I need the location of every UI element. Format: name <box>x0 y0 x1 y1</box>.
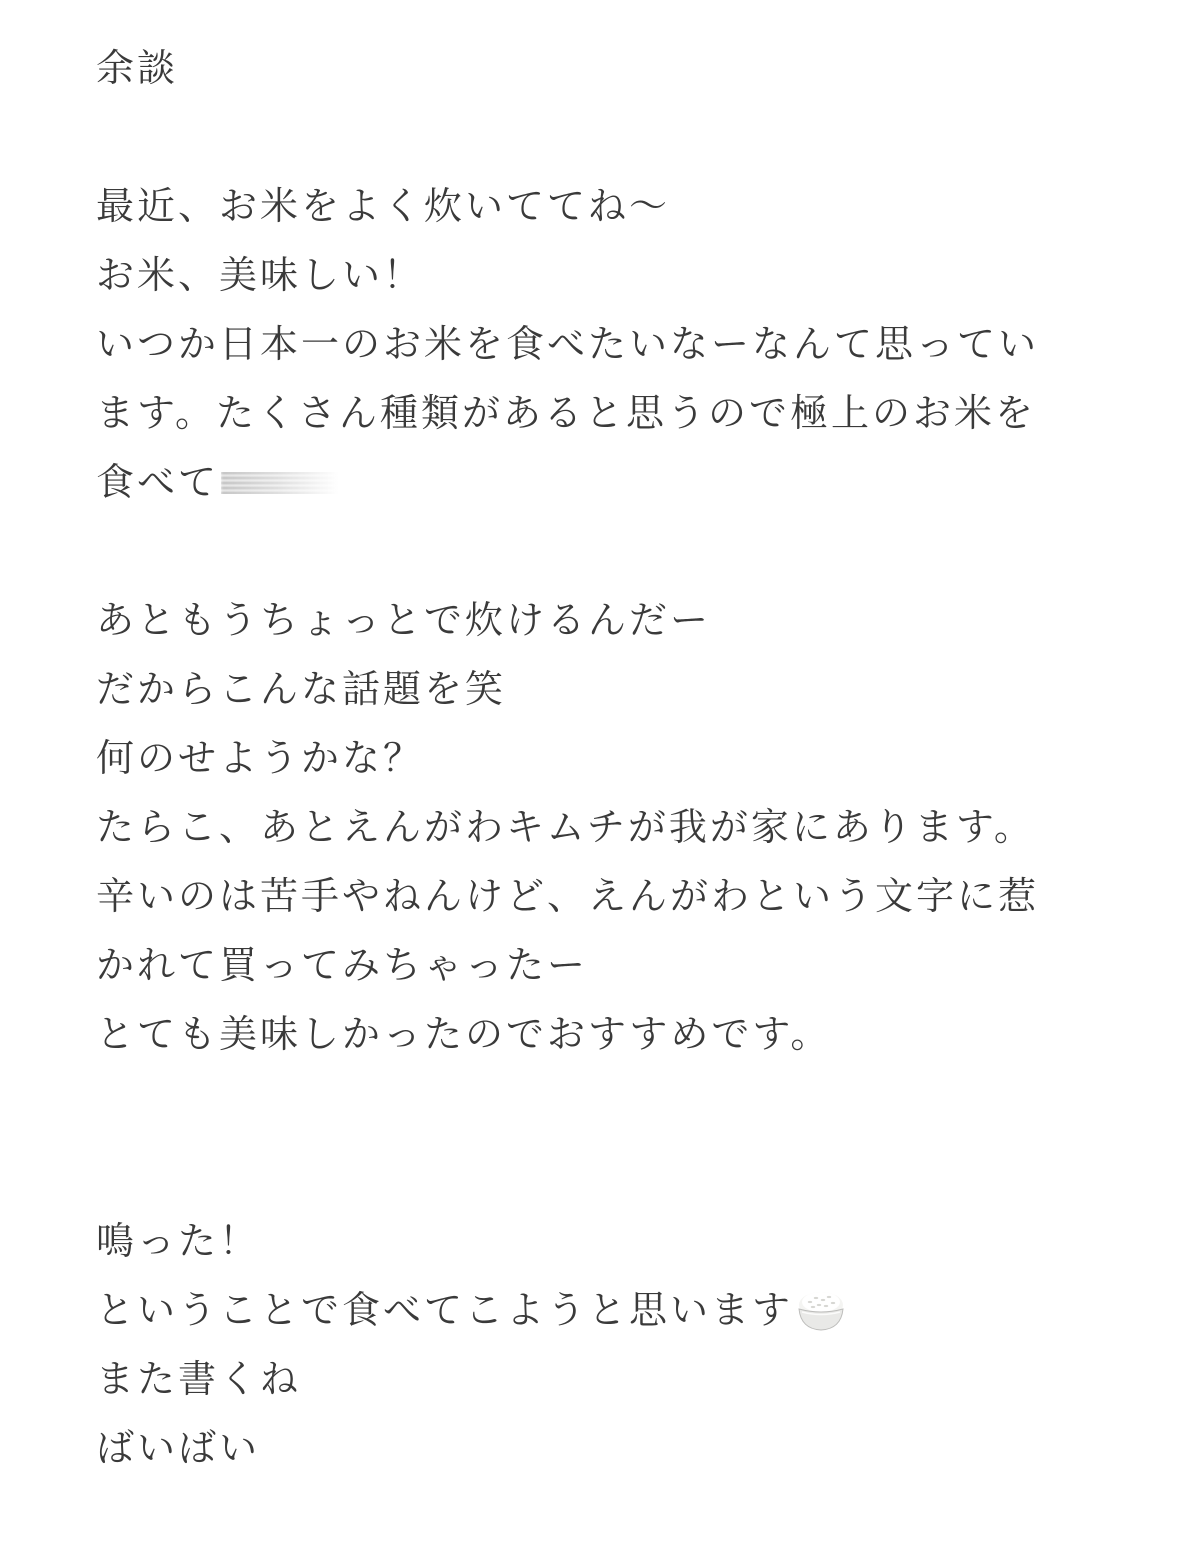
text-line: あともうちょっとで炊けるんだー <box>96 598 712 642</box>
text-line: たらこ、あとえんがわキムチが我が家にあります。 <box>96 805 1035 849</box>
section-heading: 余談 <box>96 46 179 90</box>
text-fragment: 食べて <box>96 460 220 504</box>
text-line: 最近、お米をよく炊いててね〜 <box>96 184 671 228</box>
text-line: だからこんな話題を笑 <box>96 667 507 711</box>
text-line: お米、美味しい！ <box>96 253 425 297</box>
text-line: ばいばい <box>96 1426 261 1470</box>
text-line: 鳴った！ <box>96 1219 261 1263</box>
text-line-with-emoji <box>96 1287 847 1337</box>
text-line: かれて買ってみちゃったー <box>96 943 589 987</box>
text-line: ます。たくさん種類があると思うので極上のお米を <box>96 391 1036 435</box>
text-line: 辛いのは苦手やねんけど、えんがわという文字に惹 <box>96 874 1040 918</box>
rice-bowl-icon <box>795 1285 847 1333</box>
text-line: いつか日本一のお米を食べたいなーなんて思ってい <box>96 322 1040 366</box>
text-line: また書くね <box>96 1357 302 1401</box>
text-line: とても美味しかったのでおすすめです。 <box>96 1012 832 1056</box>
faded-text-overflow <box>221 472 339 494</box>
text-fragment: ということで食べてこようと思います <box>96 1288 794 1332</box>
text-line-truncated <box>96 459 339 505</box>
text-line: 何のせようかな？ <box>96 736 425 780</box>
